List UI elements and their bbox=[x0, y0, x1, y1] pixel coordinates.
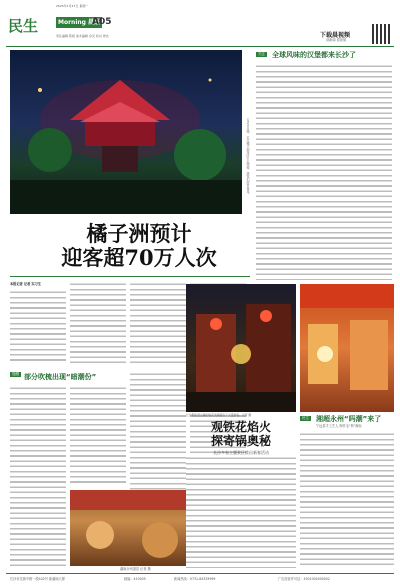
main-headline-line2: 迎客超70万人次 bbox=[61, 245, 217, 270]
masthead-rule bbox=[6, 46, 394, 47]
main-headline-line1: 橘子洲预计 bbox=[86, 221, 192, 246]
main-body-col1 bbox=[10, 290, 66, 364]
footer-ad: 广告经营许可证：4301004000002 bbox=[278, 577, 330, 581]
side-story-headline: 全球风味的汉堡都来长沙了 bbox=[272, 51, 356, 59]
bottom-left-headline: 部分吹梳出现“暗潮份” bbox=[24, 373, 97, 381]
bottom-left-photo-caption: 湖南永州道县 记者 摄 bbox=[120, 567, 151, 571]
footer-address: 长沙市芙蓉中路一段442号 新湖南大厦 bbox=[10, 577, 65, 581]
section-title: 民生 bbox=[8, 17, 39, 35]
download-title: 下载晨视频 bbox=[320, 32, 351, 39]
center-photo bbox=[186, 284, 296, 412]
side-story-body bbox=[256, 64, 392, 280]
orange-story-subtitle: 宁远县手工艺人 制作毛“柿”潮玩 bbox=[316, 424, 362, 428]
fireworks-headline bbox=[186, 420, 296, 456]
orange-story-body bbox=[300, 432, 394, 568]
main-body-col3 bbox=[130, 282, 186, 364]
main-headline bbox=[34, 222, 244, 270]
logo-text: Morning 晨报 bbox=[58, 19, 101, 26]
main-byline: 本报记者 记者 实习生 bbox=[10, 282, 41, 286]
footer-phone: 新闻热线：0731-84329999 bbox=[174, 577, 216, 581]
bottom-left-tag: 提醒 bbox=[12, 372, 19, 376]
center-photo-caption: 长沙铜官窑古镇的铁花表演吸引了大量游客。记者 摄 bbox=[186, 413, 252, 417]
footer bbox=[6, 573, 394, 586]
fireworks-subtitle: 长沙多家主题景区推出新春活动 bbox=[213, 450, 269, 455]
orange-story-headline: 湘超永州“吗潮”来了 bbox=[316, 415, 382, 423]
bottom-left-body bbox=[10, 386, 66, 566]
page-number: A05 bbox=[92, 17, 112, 27]
fireworks-headline-line2: 探寄锅奥秘 bbox=[210, 434, 271, 448]
shop-illustration bbox=[300, 284, 394, 412]
bottom-left-body-2 bbox=[70, 386, 126, 486]
orange-story-tag: 民生 bbox=[302, 416, 309, 420]
download-subtitle: 读新闻 看视频 bbox=[326, 38, 347, 42]
fireworks-headline-line1: 观铁花焰火 bbox=[210, 420, 271, 434]
side-story-tag: 关注 bbox=[258, 52, 265, 56]
main-photo-caption: 1月26日晚，长沙橘子洲景区灯火辉煌，游客们欣赏夜景。 bbox=[246, 118, 250, 196]
lantern-street-illustration bbox=[186, 284, 296, 412]
bottom-mid-body bbox=[130, 372, 186, 492]
date-line: 2025年1月27日 星期一 bbox=[56, 4, 89, 8]
masthead bbox=[0, 0, 400, 48]
headline-rule bbox=[10, 276, 250, 277]
pavilion-illustration bbox=[10, 50, 242, 214]
qr-code-icon[interactable] bbox=[372, 24, 392, 44]
main-photo bbox=[10, 50, 242, 214]
right-photo bbox=[300, 284, 394, 412]
editor-line: 责任编辑 陈昭 美术编辑 佘灵 校对 周杰 bbox=[56, 34, 109, 38]
main-body-col2 bbox=[70, 282, 126, 364]
fireworks-body bbox=[186, 456, 296, 568]
footer-zip: 邮编：410005 bbox=[124, 577, 146, 581]
